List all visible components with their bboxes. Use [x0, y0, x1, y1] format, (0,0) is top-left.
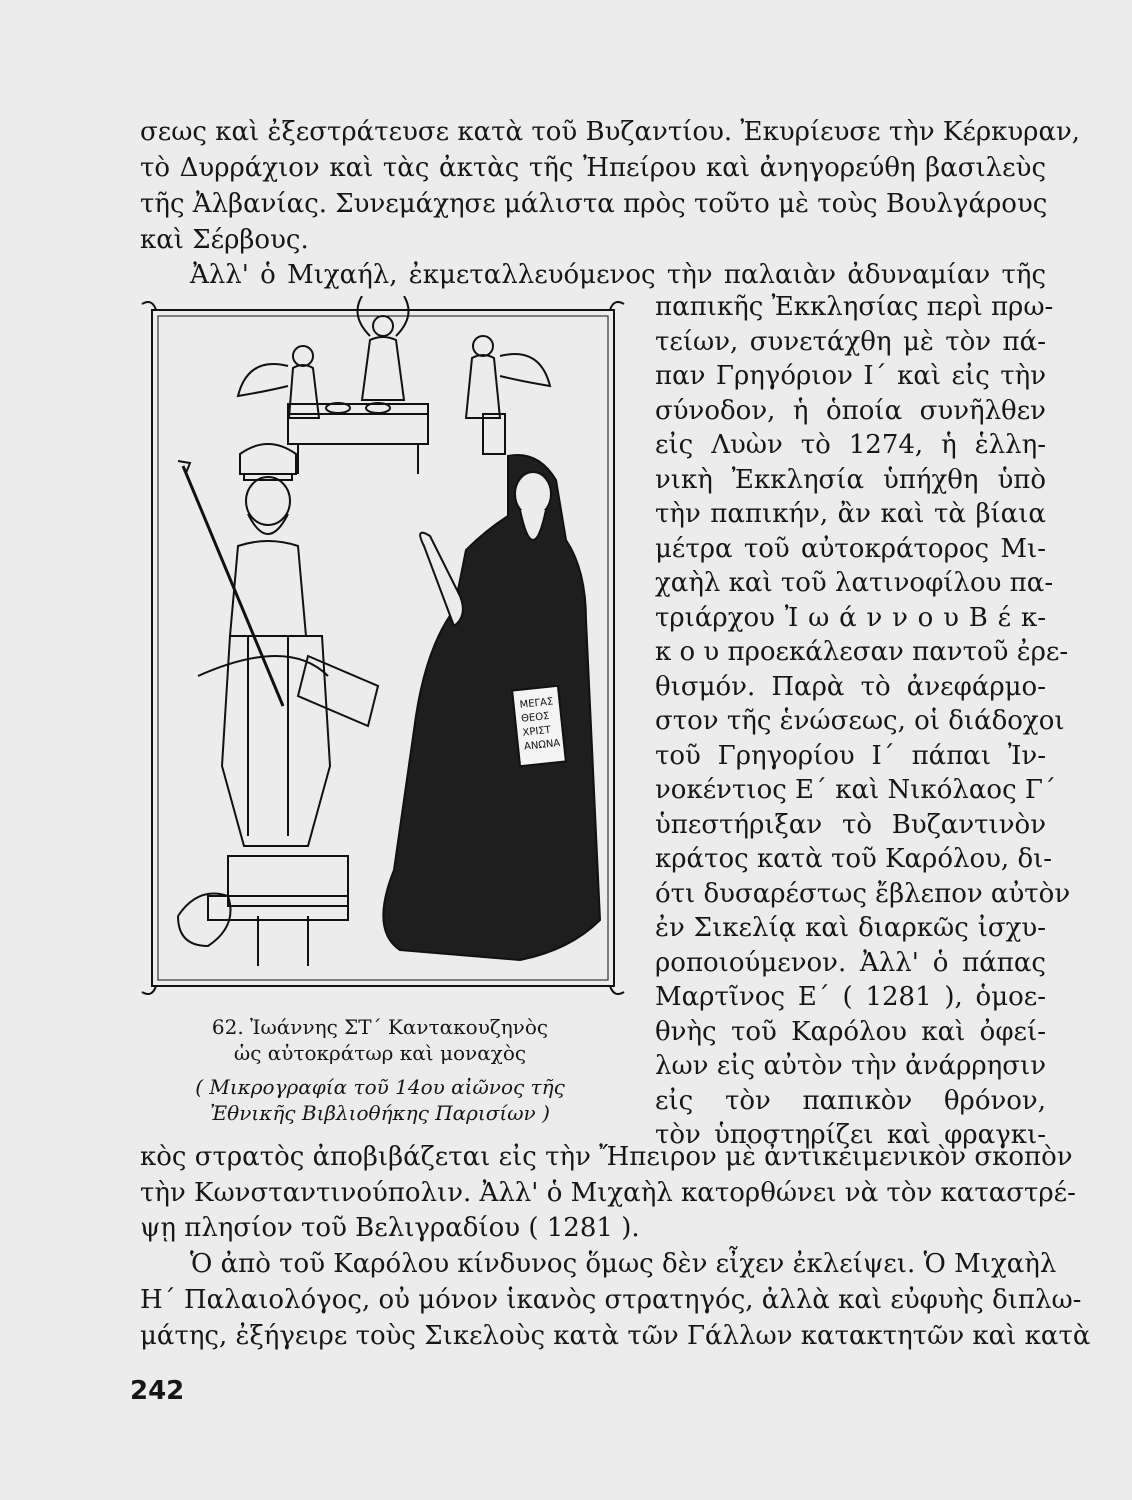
scroll-text: ΜΕΓΑΣ [519, 696, 554, 711]
text-line: εἰς τὸν παπικὸν θρόνον, [655, 1085, 1046, 1116]
miniature-illustration [138, 296, 628, 1000]
text-line: τὸ Δυρράχιον καὶ τὰς ἀκτὰς τῆς Ἠπείρου καὶ ἀνηγορεύθη βασιλεὺς [140, 153, 1046, 183]
text-line: κ ο υ προεκάλεσαν παντοῦ ἐρε- [655, 637, 1069, 667]
text-line: μάτης, ἐξήγειρε τοὺς Σικελοὺς κατὰ τῶν Γάλλων κατακτητῶν καὶ κατὰ [140, 1321, 1091, 1351]
text-line: Ἀλλ' ὁ Μιχαήλ, ἐκμεταλλευόμενος τὴν παλαιὰν ἀδυναμίαν τῆς [190, 260, 1046, 290]
text-line: ὑπεστήριξαν τὸ Βυζαντινὸν [655, 809, 1046, 840]
text-line: τῆς Ἀλβανίας. Συνεμάχησε μάλιστα πρὸς τοῦτο μὲ τοὺς Βουλγάρους [140, 189, 1048, 219]
text-line: εἰς Λυὼν τὸ 1274, ἡ ἑλλη- [655, 430, 1046, 460]
scroll-text: ΑΝΩΝΑ [523, 737, 561, 753]
text-line: θισμόν. Παρὰ τὸ ἀνεφάρμο- [655, 671, 1046, 702]
text-line: τὸν ὑποστηρίζει καὶ φραγκι- [655, 1120, 1046, 1150]
text-line: θνὴς τοῦ Καρόλου καὶ ὀφεί- [655, 1016, 1046, 1047]
text-line: καὶ Σέρβους. [140, 225, 309, 255]
text-line: ἐν Σικελίᾳ καὶ διαρκῶς ἰσχυ- [655, 913, 1046, 943]
text-line: νικὴ Ἐκκλησία ὑπήχθη ὑπὸ [655, 464, 1046, 495]
text-line: σεως καὶ ἐξεστράτευσε κατὰ τοῦ Βυζαντίου. Ἐκυρίευσε τὴν Κέρκυραν, [140, 117, 1081, 147]
text-line: κὸς στρατὸς ἀποβιβάζεται εἰς τὴν Ἤπειρον μὲ ἀντικειμενικὸν σκοπὸν [140, 1142, 1073, 1172]
text-line: ότι δυσαρέστως ἔβλεπον αὐτὸν [655, 878, 1071, 909]
text-line: ροποιούμενον. Ἀλλ' ὁ πάπας [655, 947, 1046, 978]
right-text-column [655, 290, 1071, 1153]
text-line: λων εἰς αὐτὸν τὴν ἀνάρρησιν [655, 1051, 1046, 1081]
text-line: στον τῆς ἑνώσεως, οἱ διάδοχοι [655, 706, 1065, 736]
figure-caption-source: Ἐθνικῆς Βιβλιοθήκης Παρισίων ) [210, 1101, 550, 1125]
figure-caption-title: 62. Ἰωάννης ΣΤ΄ Καντακουζηνὸς [211, 1015, 549, 1039]
text-line: μέτρα τοῦ αὐτοκράτορος Μι- [655, 533, 1046, 564]
text-line: τοῦ Γρηγορίου Ι΄ πάπαι Ἰν- [655, 740, 1046, 771]
scroll-text: ΘΕΟΣ [520, 710, 551, 725]
text-line: παπικῆς Ἐκκλησίας περὶ πρω- [655, 292, 1054, 322]
text-line: τὴν παπικήν, ἂν καὶ τὰ βίαια [655, 499, 1046, 529]
scroll-text: ΧΡΙΣΤ [522, 724, 552, 739]
text-line: Ὁ ἀπὸ τοῦ Καρόλου κίνδυνος ὅμως δὲν εἶχεν ἐκλείψει. Ὁ Μιχαὴλ [190, 1249, 1057, 1279]
text-line: κράτος κατὰ τοῦ Καρόλου, δι- [655, 844, 1053, 874]
text-line: χαὴλ καὶ τοῦ λατινοφίλου πα- [655, 568, 1054, 598]
text-line: τριάρχου Ἰ ω ά ν ν ο υ Β έ κ- [655, 602, 1046, 633]
page-number: 242 [130, 1376, 185, 1406]
figure-caption-subtitle: ὡς αὐτοκράτωρ καὶ μοναχὸς [233, 1041, 527, 1065]
text-line: ψῃ πλησίον τοῦ Βελιγραδίου ( 1281 ). [140, 1213, 640, 1243]
figure-caption-source: ( Μικρογραφία τοῦ 14ου αἰῶνος τῆς [195, 1075, 565, 1099]
text-line: σύνοδον, ἡ ὁποία συνῆλθεν [655, 395, 1046, 426]
text-line: τὴν Κωνσταντινούπολιν. Ἀλλ' ὁ Μιχαὴλ κατορθώνει νὰ τὸν καταστρέ- [140, 1178, 1076, 1208]
text-line: Η΄ Παλαιολόγος, οὐ μόνον ἱκανὸς στρατηγός, ἀλλὰ καὶ εὐφυὴς διπλω- [140, 1285, 1082, 1315]
text-line: παν Γρηγόριον Ι΄ καὶ εἰς τὴν [655, 361, 1046, 391]
text-line: Μαρτῖνος Ε΄ ( 1281 ), ὁμοε- [655, 982, 1046, 1012]
text-line: νοκέντιος Ε΄ καὶ Νικόλαος Γ΄ [655, 775, 1056, 805]
text-line: τείων, συνετάχθη μὲ τὸν πά- [655, 326, 1046, 357]
